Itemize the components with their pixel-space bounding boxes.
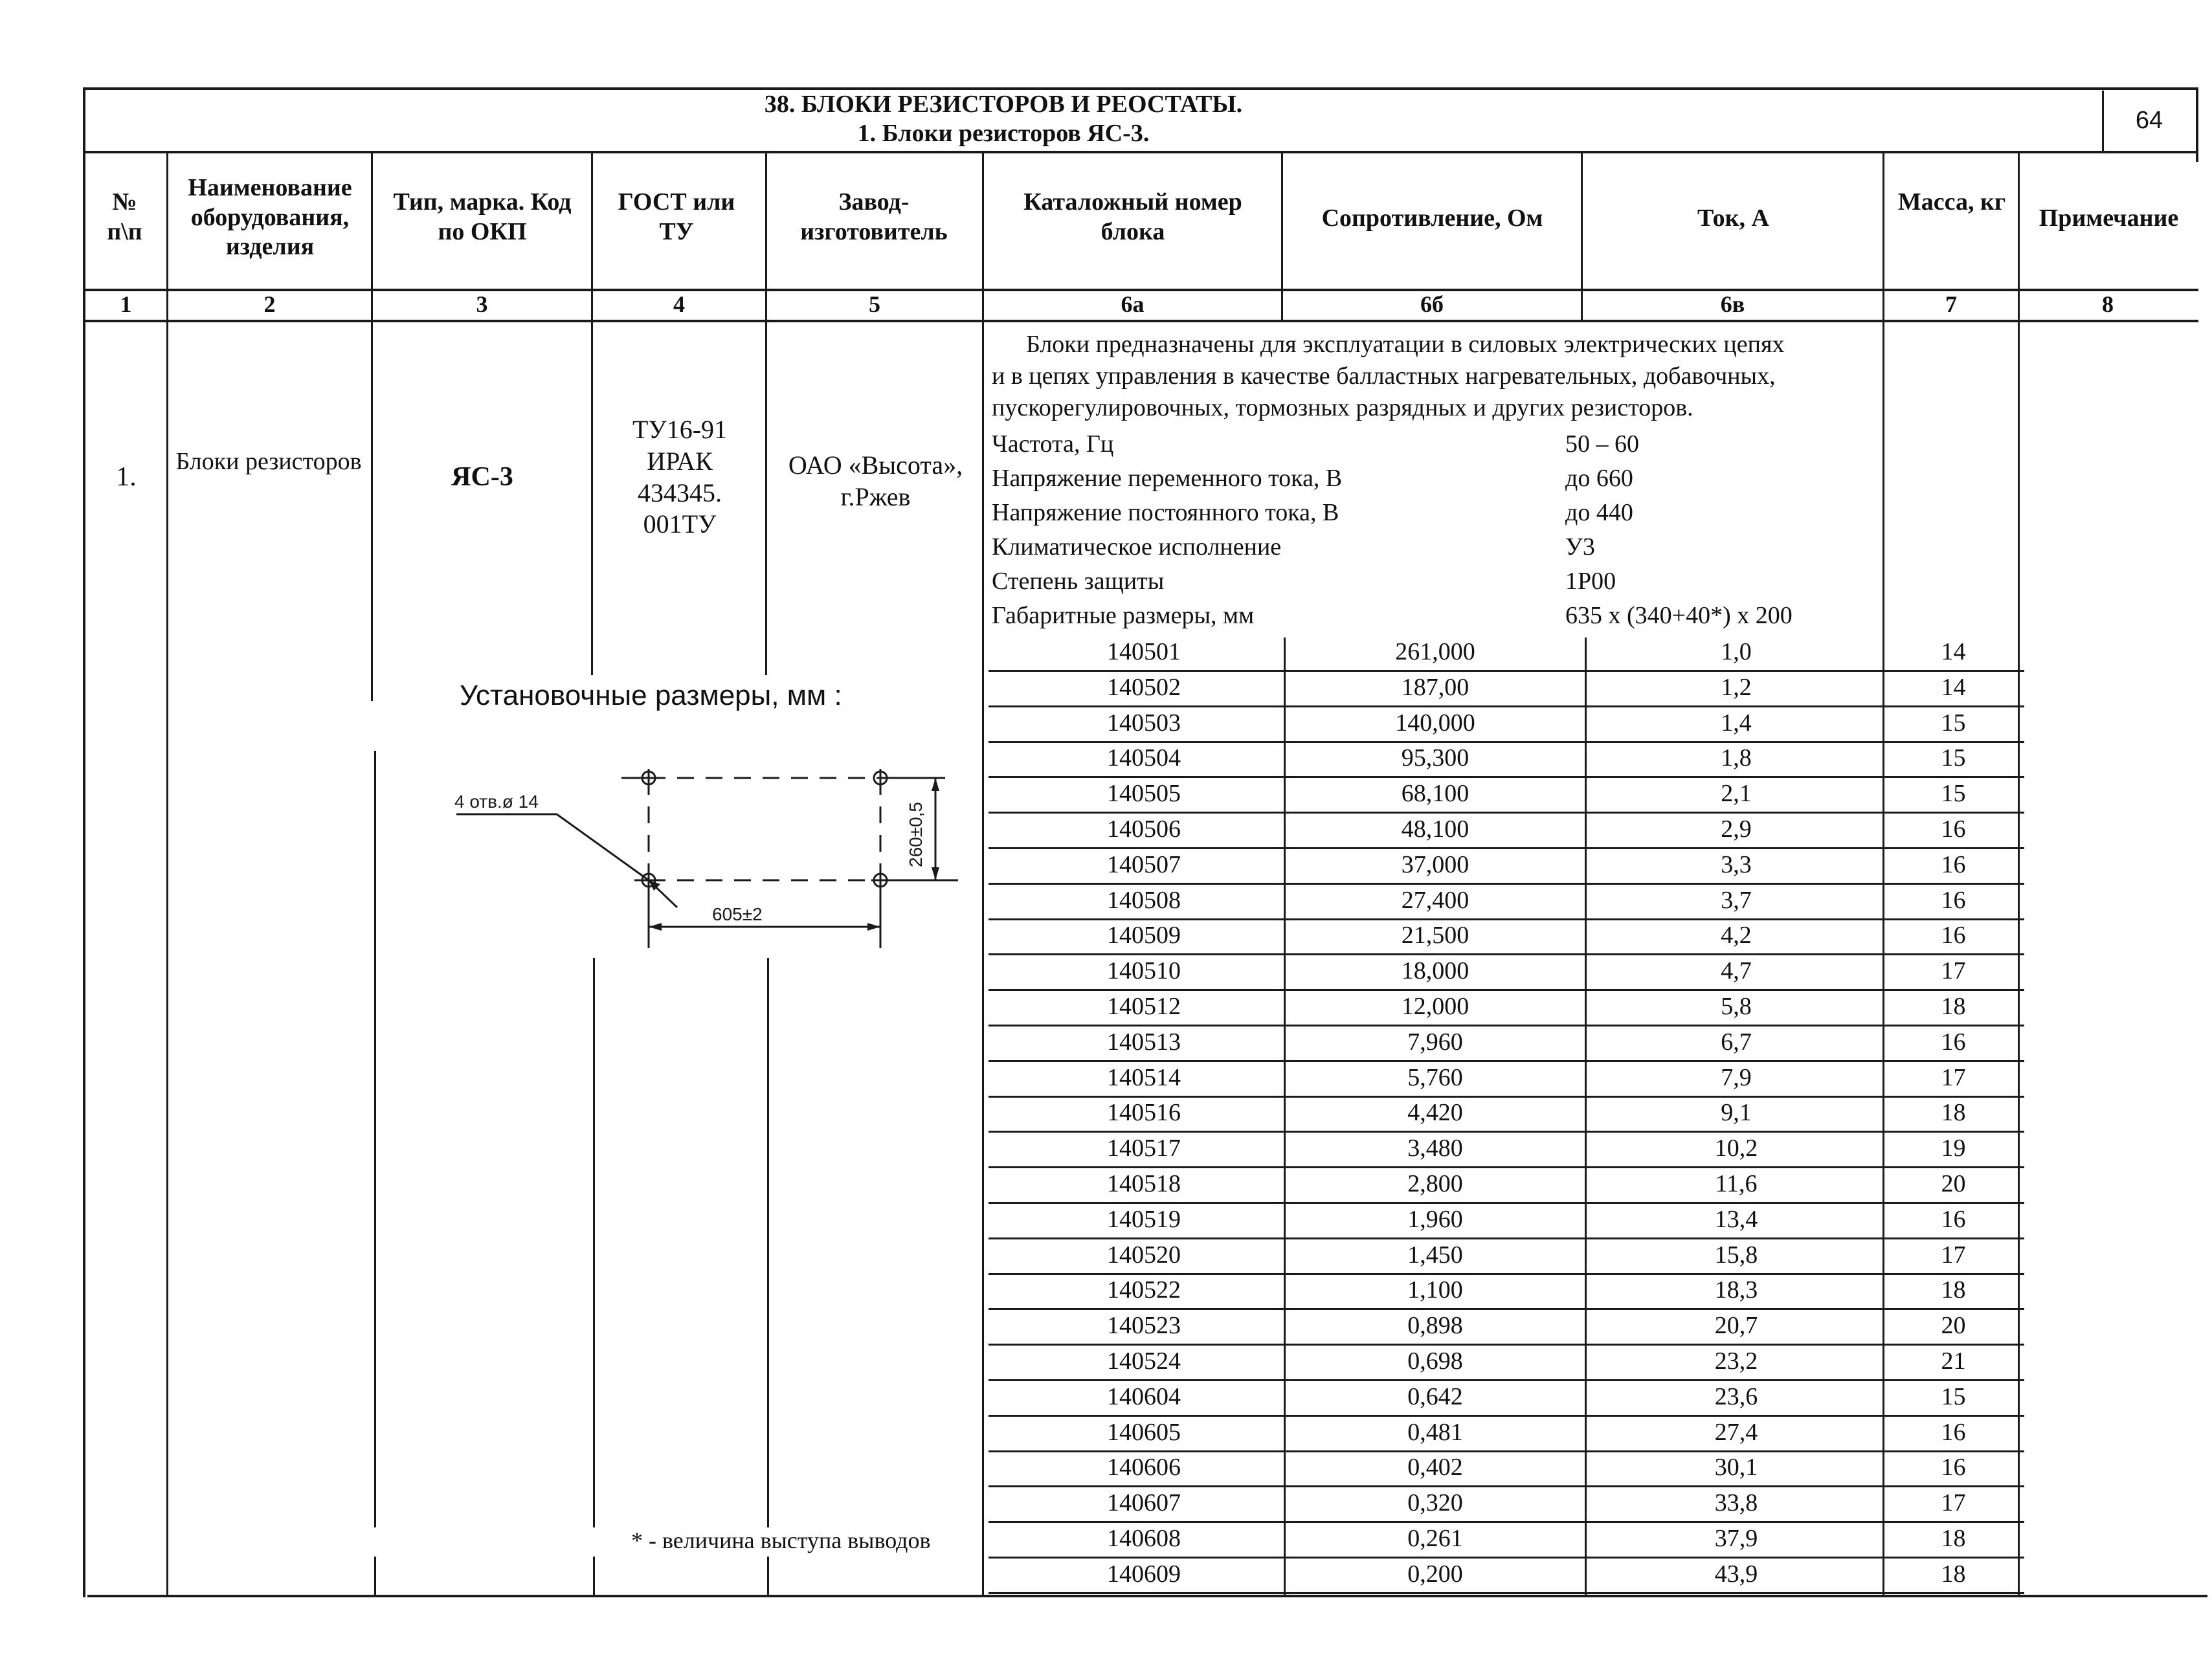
cell-mass: 14 bbox=[1941, 638, 1966, 665]
header-gost: ГОСТ или ТУ bbox=[618, 188, 735, 245]
cell-resistance: 27,400 bbox=[1401, 887, 1469, 914]
header-current: Ток, А bbox=[1697, 205, 1769, 232]
table-row bbox=[989, 1487, 2024, 1522]
description-line: пускорегулировочных, тормозных разрядных и других резисторов. bbox=[992, 394, 1693, 421]
spec-value: У3 bbox=[1565, 533, 1595, 560]
cell-catalog: 140604 bbox=[1107, 1383, 1181, 1410]
cell-current: 3,3 bbox=[1721, 851, 1752, 878]
cell-current: 1,0 bbox=[1721, 638, 1752, 665]
colnum-8: 8 bbox=[2102, 291, 2114, 317]
cell-mass: 16 bbox=[1941, 922, 1966, 949]
cell-current: 7,9 bbox=[1721, 1064, 1752, 1091]
spec-value: 1Р00 bbox=[1565, 568, 1616, 595]
cell-catalog: 140605 bbox=[1107, 1419, 1181, 1446]
height-dimension: 260±0,5 bbox=[906, 801, 926, 867]
cell-mass: 14 bbox=[1941, 674, 1966, 701]
cell-current: 4,2 bbox=[1721, 922, 1752, 949]
cell-mass: 16 bbox=[1941, 1028, 1966, 1056]
header-maker: Завод-изготовитель bbox=[800, 188, 948, 245]
cell-current: 1,2 bbox=[1721, 674, 1752, 701]
cell-catalog: 140501 bbox=[1107, 638, 1181, 665]
cell-catalog: 140512 bbox=[1107, 993, 1181, 1020]
table-row bbox=[989, 1203, 2024, 1238]
cell-mass: 15 bbox=[1941, 1383, 1966, 1410]
cell-current: 23,2 bbox=[1714, 1348, 1758, 1375]
cell-catalog: 140510 bbox=[1107, 957, 1181, 984]
cell-mass: 18 bbox=[1941, 1099, 1966, 1126]
cell-catalog: 140609 bbox=[1107, 1560, 1181, 1588]
cell-mass: 15 bbox=[1941, 709, 1966, 737]
cell-mass: 18 bbox=[1941, 993, 1966, 1020]
spec-label: Напряжение переменного тока, В bbox=[992, 465, 1343, 492]
cell-current: 30,1 bbox=[1714, 1454, 1758, 1481]
cell-catalog: 140518 bbox=[1107, 1170, 1181, 1197]
cell-mass: 17 bbox=[1941, 1241, 1966, 1269]
table-row bbox=[989, 1061, 2024, 1096]
description-line: и в цепях управления в качестве балластных нагревательных, добавочных, bbox=[992, 362, 1776, 390]
table-row bbox=[989, 777, 2024, 812]
table-row bbox=[989, 636, 2024, 671]
cell-mass: 15 bbox=[1941, 744, 1966, 771]
item-maker: ОАО «Высота», г.Ржев bbox=[788, 450, 963, 511]
spec-value: до 660 bbox=[1565, 465, 1633, 492]
cell-resistance: 18,000 bbox=[1401, 957, 1469, 984]
cell-catalog: 140502 bbox=[1107, 674, 1181, 701]
cell-resistance: 7,960 bbox=[1407, 1028, 1463, 1056]
cell-current: 2,1 bbox=[1721, 780, 1752, 807]
cell-resistance: 0,481 bbox=[1407, 1419, 1463, 1446]
cell-current: 18,3 bbox=[1714, 1276, 1758, 1303]
spec-label: Степень защиты bbox=[992, 568, 1165, 595]
cell-catalog: 140506 bbox=[1107, 815, 1181, 843]
spec-value: до 440 bbox=[1565, 499, 1633, 526]
cell-current: 20,7 bbox=[1714, 1312, 1758, 1339]
colnum-2: 2 bbox=[263, 291, 276, 317]
cell-mass: 15 bbox=[1941, 780, 1966, 807]
table-row bbox=[989, 813, 2024, 848]
table-row bbox=[989, 1239, 2024, 1274]
cell-resistance: 5,760 bbox=[1407, 1064, 1463, 1091]
cell-current: 13,4 bbox=[1714, 1206, 1758, 1233]
table-row bbox=[989, 671, 2024, 706]
table-row bbox=[989, 955, 2024, 990]
cell-mass: 21 bbox=[1941, 1348, 1966, 1375]
table-row bbox=[989, 1026, 2024, 1061]
cell-mass: 17 bbox=[1941, 1489, 1966, 1516]
cell-mass: 16 bbox=[1941, 851, 1966, 878]
spec-label: Напряжение постоянного тока, В bbox=[992, 499, 1339, 526]
table-row bbox=[989, 1309, 2024, 1344]
colnum-6a: 6а bbox=[1121, 291, 1145, 317]
cell-mass: 16 bbox=[1941, 1454, 1966, 1481]
cell-resistance: 68,100 bbox=[1401, 780, 1469, 807]
table-row bbox=[989, 1274, 2024, 1309]
cell-resistance: 0,200 bbox=[1407, 1560, 1463, 1588]
spec-value: 635 х (340+40*) х 200 bbox=[1565, 602, 1793, 629]
holes-label: 4 отв.ø 14 bbox=[454, 792, 539, 812]
section-title: 38. БЛОКИ РЕЗИСТОРОВ И РЕОСТАТЫ. bbox=[764, 91, 1243, 118]
cell-mass: 17 bbox=[1941, 957, 1966, 984]
cell-mass: 19 bbox=[1941, 1135, 1966, 1162]
cell-resistance: 1,450 bbox=[1407, 1241, 1463, 1269]
cell-resistance: 261,000 bbox=[1395, 638, 1475, 665]
table-row bbox=[989, 1168, 2024, 1203]
cell-current: 27,4 bbox=[1714, 1419, 1758, 1446]
table-row bbox=[989, 849, 2024, 883]
cell-catalog: 140509 bbox=[1107, 922, 1181, 949]
cell-resistance: 0,642 bbox=[1407, 1383, 1463, 1410]
cell-catalog: 140607 bbox=[1107, 1489, 1181, 1516]
table-row bbox=[989, 1416, 2024, 1451]
description-line: Блоки предназначены для эксплуатации в силовых электрических цепях bbox=[1026, 331, 1785, 358]
cell-current: 4,7 bbox=[1721, 957, 1752, 984]
cell-current: 3,7 bbox=[1721, 887, 1752, 914]
cell-catalog: 140508 bbox=[1107, 887, 1181, 914]
row-divider bbox=[989, 1592, 2024, 1594]
cell-current: 33,8 bbox=[1714, 1489, 1758, 1516]
cell-resistance: 0,898 bbox=[1407, 1312, 1463, 1339]
cell-catalog: 140503 bbox=[1107, 709, 1181, 737]
cell-catalog: 140522 bbox=[1107, 1276, 1181, 1303]
cell-current: 43,9 bbox=[1714, 1560, 1758, 1588]
cell-mass: 16 bbox=[1941, 1419, 1966, 1446]
cell-current: 11,6 bbox=[1715, 1170, 1758, 1197]
spec-label: Габаритные размеры, мм bbox=[992, 602, 1255, 629]
cell-resistance: 4,420 bbox=[1407, 1099, 1463, 1126]
cell-catalog: 140513 bbox=[1107, 1028, 1181, 1056]
table-row bbox=[989, 919, 2024, 954]
item-num: 1. bbox=[116, 462, 137, 492]
page-number: 64 bbox=[2135, 107, 2163, 134]
cell-mass: 17 bbox=[1941, 1064, 1966, 1091]
item-name: Блоки резисторов bbox=[175, 448, 362, 475]
cell-resistance: 1,960 bbox=[1407, 1206, 1463, 1233]
cell-mass: 20 bbox=[1941, 1312, 1966, 1339]
cell-mass: 18 bbox=[1941, 1276, 1966, 1303]
cell-current: 6,7 bbox=[1721, 1028, 1752, 1056]
table-row bbox=[989, 1096, 2024, 1131]
spec-label: Частота, Гц bbox=[992, 430, 1114, 458]
table-row bbox=[989, 1345, 2024, 1380]
table-row bbox=[989, 990, 2024, 1025]
cell-catalog: 140505 bbox=[1107, 780, 1181, 807]
cell-mass: 16 bbox=[1941, 815, 1966, 843]
table-row bbox=[989, 1558, 2024, 1593]
cell-catalog: 140514 bbox=[1107, 1064, 1181, 1091]
cell-current: 15,8 bbox=[1714, 1241, 1758, 1269]
colnum-4: 4 bbox=[673, 291, 685, 317]
cell-catalog: 140516 bbox=[1107, 1099, 1181, 1126]
cell-mass: 18 bbox=[1941, 1525, 1966, 1552]
spec-value: 50 – 60 bbox=[1565, 430, 1639, 458]
cell-resistance: 0,320 bbox=[1407, 1489, 1463, 1516]
colnum-6v: 6в bbox=[1720, 291, 1745, 317]
table-row bbox=[989, 1522, 2024, 1557]
table-row bbox=[989, 1381, 2024, 1415]
header-note: Примечание bbox=[2039, 205, 2179, 232]
item-gost: ТУ16-91 ИРАК 434345. 001ТУ bbox=[632, 415, 728, 539]
table-row bbox=[989, 742, 2024, 777]
header-mass: Масса, кг bbox=[1897, 188, 2006, 216]
colnum-6b: 6б bbox=[1420, 291, 1444, 317]
cell-resistance: 3,480 bbox=[1407, 1135, 1463, 1162]
footnote: * - величина выступа выводов bbox=[631, 1527, 931, 1553]
cell-resistance: 12,000 bbox=[1401, 993, 1469, 1020]
header-name: Наименование оборудования, изделия bbox=[188, 174, 352, 261]
drawing-title: Установочные размеры, мм : bbox=[460, 680, 842, 711]
cell-resistance: 37,000 bbox=[1401, 851, 1469, 878]
cell-mass: 16 bbox=[1941, 1206, 1966, 1233]
cell-current: 37,9 bbox=[1714, 1525, 1758, 1552]
cell-catalog: 140507 bbox=[1107, 851, 1181, 878]
cell-current: 5,8 bbox=[1721, 993, 1752, 1020]
cell-current: 10,2 bbox=[1714, 1135, 1758, 1162]
cell-resistance: 0,402 bbox=[1407, 1454, 1463, 1481]
cell-resistance: 140,000 bbox=[1395, 709, 1475, 737]
cell-catalog: 140608 bbox=[1107, 1525, 1181, 1552]
table-row bbox=[989, 1451, 2024, 1486]
cell-catalog: 140520 bbox=[1107, 1241, 1181, 1269]
cell-catalog: 140606 bbox=[1107, 1454, 1181, 1481]
cell-resistance: 1,100 bbox=[1407, 1276, 1463, 1303]
cell-resistance: 95,300 bbox=[1401, 744, 1469, 771]
cell-current: 2,9 bbox=[1721, 815, 1752, 843]
cell-current: 1,4 bbox=[1721, 709, 1752, 737]
colnum-7: 7 bbox=[1945, 291, 1957, 317]
cell-current: 23,6 bbox=[1714, 1383, 1758, 1410]
cell-resistance: 0,698 bbox=[1407, 1348, 1463, 1375]
cell-resistance: 48,100 bbox=[1401, 815, 1469, 843]
cell-resistance: 21,500 bbox=[1401, 922, 1469, 949]
item-type: ЯС-3 bbox=[451, 462, 513, 492]
cell-mass: 18 bbox=[1941, 1560, 1966, 1588]
mounting-drawing bbox=[440, 751, 958, 958]
cell-catalog: 140524 bbox=[1107, 1348, 1181, 1375]
cell-mass: 20 bbox=[1941, 1170, 1966, 1197]
cell-catalog: 140517 bbox=[1107, 1135, 1181, 1162]
width-dimension: 605±2 bbox=[712, 904, 763, 924]
cell-catalog: 140519 bbox=[1107, 1206, 1181, 1233]
column-divider bbox=[1284, 638, 1286, 1595]
table-row bbox=[989, 707, 2024, 742]
cell-catalog: 140504 bbox=[1107, 744, 1181, 771]
subsection-title: 1. Блоки резисторов ЯС-3. bbox=[857, 120, 1150, 147]
cell-current: 1,8 bbox=[1721, 744, 1752, 771]
spec-label: Климатическое исполнение bbox=[992, 533, 1282, 560]
colnum-1: 1 bbox=[120, 291, 132, 317]
header-num: № п\п bbox=[107, 188, 142, 245]
cell-catalog: 140523 bbox=[1107, 1312, 1181, 1339]
cell-resistance: 187,00 bbox=[1401, 674, 1469, 701]
table-row bbox=[989, 1132, 2024, 1167]
cell-resistance: 2,800 bbox=[1407, 1170, 1463, 1197]
header-type: Тип, марка. Код по ОКП bbox=[393, 188, 572, 245]
table-row bbox=[989, 884, 2024, 919]
colnum-3: 3 bbox=[476, 291, 488, 317]
colnum-5: 5 bbox=[869, 291, 880, 317]
column-divider bbox=[1585, 638, 1587, 1595]
header-resistance: Сопротивление, Ом bbox=[1321, 205, 1543, 232]
header-catalog: Каталожный номер блока bbox=[1023, 188, 1242, 245]
cell-resistance: 0,261 bbox=[1407, 1525, 1463, 1552]
cell-current: 9,1 bbox=[1721, 1099, 1752, 1126]
cell-mass: 16 bbox=[1941, 887, 1966, 914]
